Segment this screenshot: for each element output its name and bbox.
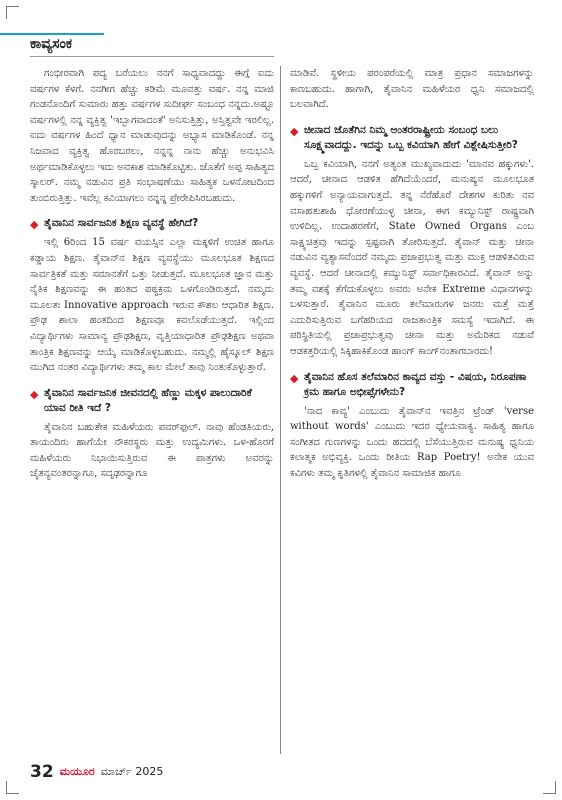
section-accent-rule: [0, 33, 104, 35]
question-3-text: ಚೀನಾದ ಜೊತೆಗಿನ ನಿಮ್ಮ ಅಂತರರಾಷ್ಟ್ರೀಯ ಸಂಬಂಧ ಬಲು ಸೂಕ್ಷ್ಮವಾದದ್ದು. ಇದನ್ನು ಒಬ್ಬ ಕವಿಯಾಗಿ ಹೇಗೆ ವಿಶ್ಲೇಷಿಸುತ್ತೀರಿ?: [304, 123, 518, 151]
diamond-bullet-icon: ◆: [290, 124, 299, 138]
continued-paragraph: ಮಾಡಿವೆ. ಸ್ಥಳೀಯ ಪರಂಪರೆಯಲ್ಲಿ ಮಾತ್ರ ಪ್ರಧಾನ ಸಮಾಜಗಳನ್ನು ಕಾಣಬಹುದು. ಹಾಗಾಗಿ, ತೈವಾನಿನ ಮಹಿಳೆಯರ ಧ್ವನಿ ಸಮಾಜದಲ್ಲಿ ಬಲವಾಗಿದೆ.: [290, 68, 534, 111]
right-column: [290, 66, 534, 483]
page-number: 32: [30, 762, 54, 782]
diamond-bullet-icon: ◆: [30, 218, 39, 232]
diamond-bullet-icon: ◆: [30, 387, 39, 401]
answer-4: 'ನಾದ ಕಾವ್ಯ' ಎಂಬುದು ತೈವಾನ್‌ನ ಇವತ್ತಿನ ಟ್ರೆಂಡ್ 'verse without words' ಎಂಬುದು ಇದರ ಧ್ಯೇಯವಾಕ್ಯ. ಸಾಹಿತ್ಯ ಹಾಗೂ ಸಂಗೀತದ ಗುಣಗಳನ್ನು ಒಂದು ಹದದಲ್ಲಿ ಬೆಸೆಯುತ್ತಿರುವ ಮನುಷ್ಯ ಧ್ವನಿಯ ಕಲಾತ್ಮಕ ಅಭಿವ್ಯಕ್ತಿ. ಒಂದು ರೀತಿಯ Rap Poetry! ಅನೇಕ ಯುವ ಕವಿಗಳು ತಮ್ಮ ಕೃತಿಗಳಲ್ಲಿ ತೈವಾನಿನ ಸಾಮಾಜಿಕ ಹಾಗೂ: [290, 405, 534, 479]
column-divider: [280, 66, 281, 754]
question-2: [30, 386, 274, 416]
diamond-bullet-icon: ◆: [290, 371, 299, 385]
question-3: [290, 123, 534, 153]
question-2-text: ತೈವಾನಿನ ಸಾರ್ವಜನಿಕ ಜೀವನದಲ್ಲಿ ಹೆಣ್ಣು ಮಕ್ಕಳ ಪಾಲುದಾರಿಕೆ ಯಾವ ರೀತಿ ಇದೆ ?: [44, 386, 252, 414]
question-4-text: ತೈವಾನಿನ ಹೊಸ ತಲೆಮಾರಿನ ಕಾವ್ಯದ ವಸ್ತು - ವಿಷಯ, ನಿರೂಪಣಾ ಕ್ರಮ ಹಾಗೂ ಅಭೀಪ್ಸೆಗಳೇನು?: [304, 370, 527, 398]
header-rule: [30, 56, 274, 57]
answer-2: ತೈವಾನಿನ ಬಹುತೇಕ ಮಹಿಳೆಯರು ಪವರ್‌ಫುಲ್. ನಾವು ಹೆಂಡತಿಯರು, ತಾಯಂದಿರು ಹಾಗೆಯೇ ನೌಕರಸ್ಥರು ಮತ್ತು ಉದ್ಯಮಿಗಳು. ಒಳ-ಹೊರಗೆ ಮಹಿಳೆಯರು ನಿಭಾಯಿಸುತ್ತಿರುವ ಈ ಪಾತ್ರಗಳು ಅವರನ್ನು ಚೈತನ್ಯವಂತರನ್ನಾಗೂ, ಸದೃಢರನ್ನಾಗೂ: [30, 421, 274, 480]
question-1: [30, 216, 274, 231]
magazine-logo: ಮಯೂರ: [59, 765, 95, 778]
crop-mark-bottom-left: [6, 781, 19, 794]
answer-1: ಇಲ್ಲಿ 6ರಿಂದ 15 ವರ್ಷ ವಯಸ್ಸಿನ ಎಲ್ಲಾ ಮಕ್ಕಳಿಗೆ ಉಚಿತ ಹಾಗೂ ಕಡ್ಡಾಯ ಶಿಕ್ಷಣ. ತೈವಾನ್‌ನ ಶಿಕ್ಷಣ ವ್ಯವಸ್ಥೆಯು ಮೂಲಭೂತ ಶಿಕ್ಷಣದ ಸಾರ್ವತ್ರಿಕತೆ ಮತ್ತು ಸಮಾನತೆಗೆ ಒತ್ತು ನೀಡುತ್ತದೆ. ಮೂಲಭೂತ ಜ್ಞಾನ ಮತ್ತು ನೈತಿಕ ಶಿಕ್ಷಣವನ್ನು ಈ ಹಂತದ ಪಠ್ಯಕ್ರಮ ಒಳಗೊಂಡಿರುತ್ತದೆ. ನಮ್ಮದು ಮೂಲತಃ Innovative approach ಇರುವ ಕೌಶಲ ಆಧಾರಿತ ಶಿಕ್ಷಣ. ಪ್ರೌಢ ಶಾಲಾ ಹಂತದಿಂದ ಶಿಕ್ಷಣವೂ ಕವಲೊಡೆಯುತ್ತದೆ. ಇಲ್ಲಿಂದ ವಿದ್ಯಾರ್ಥಿಗಳು ಸಾಮಾನ್ಯ ಪ್ರೌಢಶಿಕ್ಷಣ, ವೃತ್ತಿಯಾಧಾರಿತ ಪ್ರೌಢಶಿಕ್ಷಣ ಅಥವಾ ತಾಂತ್ರಿಕ ಶಿಕ್ಷಣವನ್ನು ಆಯ್ಕೆ ಮಾಡಿಕೊಳ್ಳಬಹುದು. ನಮ್ಮಲ್ಲಿ ಹೈಸ್ಕೂಲ್ ಶಿಕ್ಷಣ ಮುಗಿದ ನಂತರ ವಿದ್ಯಾರ್ಥಿಗಳು ತಮ್ಮ ಕಾಲ ಮೇಲೆ ತಾವು ನಿಂತುಕೊಳ್ಳುತ್ತಾರೆ.: [30, 237, 274, 374]
answer-3: ಒಬ್ಬ ಕವಿಯಾಗಿ, ನನಗೆ ಅತ್ಯಂತ ಮುಖ್ಯವಾದುದು 'ಮಾನವ ಹಕ್ಕುಗಳು'. ಆದರೆ, ಚೀನಾದ ಆಡಳಿತ ಹೆಗಿದೆಯೆಂದರೆ, ಮನುಷ್ಯನ ಮೂಲಭೂತ ಹಕ್ಕುಗಳಿಗೆ ಅನ್ಯಾಯವಾಗುತ್ತದೆ. ತನ್ನ ನೆರೆಹೊರೆ ದೇಶಗಳ ಕುರಿತು ನವ ವಸಾಹತುಶಾಹಿ ಧೋರಣೆಯುಳ್ಳ ಚೀನಾ, ಈಗ ಕಮ್ಯುನಿಸ್ಟ್ ರಾಷ್ಟ್ರವಾಗಿ ಉಳಿದಿಲ್ಲ. ಉದಾಹರಣೆಗೆ, State Owned Organs ಎಂಬ ಸಾಕ್ಷ್ಯಚಿತ್ರವು ಇದನ್ನು ಸ್ಪಷ್ಟವಾಗಿ ತೋರಿಸುತ್ತದೆ. ತೈವಾನ್ ಮತ್ತು ಚೀನಾ ನಡುವಿನ ವ್ಯತ್ಯಾಸವೆಂದರೆ ನಮ್ಮದು ಪ್ರಜಾಪ್ರಭುತ್ವ ಮತ್ತು ಮುಕ್ತ ಆಡಳಿತವಿರುವ ವ್ಯವಸ್ಥೆ. ಆದರೆ ಚೀನಾದಲ್ಲಿ ಕಮ್ಯುನಿಸ್ಟ್ ಸರ್ವಾಧಿಕಾರವಿದೆ. ತೈವಾನ್ ಅನ್ನು ತಮ್ಮ ವಶಕ್ಕೆ ತೆಗೆದುಕೊಳ್ಳಲು ಅವರು ಅನೇಕ Extreme ವಿಧಾನಗಳನ್ನು ಬಳಸುತ್ತಾರೆ. ತೈವಾನಿನ ಮೂರು ತಲೆಮಾರುಗಳ ಜನರು ಮತ್ತೆ ಮತ್ತೆ ಎದುರಿಸುತ್ತಿರುವ ಬಗೆಹರಿಯದ ರಾಜತಾಂತ್ರಿಕ ಸಮಸ್ಯೆ ಇದಾಗಿದೆ. ಈ ಪರಿಸ್ಥಿತಿಯಲ್ಲಿ ಪ್ರಜಾಪ್ರಭುತ್ವವು ಚೀನಾ ಮತ್ತು ಅಮೆರಿಕದ ನಡುವೆ ಆಡಕತ್ತರಿಯಲ್ಲಿ ಸಿಕ್ಕಿಹಾಕಿಕೊಂಡ ಹಾಂಗ್ ಕಾಂಗ್‌ನಂತಾಗಬಾರದು!: [290, 158, 534, 357]
left-column: [30, 66, 274, 484]
crop-mark-bottom-right: [543, 781, 556, 794]
section-title: ಕಾವ್ಯಸಂಕ: [30, 36, 73, 52]
question-1-text: ತೈವಾನಿನ ಸಾರ್ವಜನಿಕ ಶಿಕ್ಷಣ ವ್ಯವಸ್ಥೆ ಹೇಗಿದೆ?: [44, 217, 199, 230]
page-footer: [30, 762, 163, 782]
issue-date: ಮಾರ್ಚ್ 2025: [100, 765, 164, 778]
intro-paragraph: ಗಂಭೀರವಾಗಿ ಪದ್ಯ ಬರೆಯಲು ನನಗೆ ಸಾಧ್ಯವಾದದ್ದು ಈಗ್ಗೆ ಐದು ವರ್ಷಗಳ ಕೆಳಗೆ. ನನಗೀಗ ಹೆಚ್ಚು ಕಡಿಮೆ ಮೂವತ್ತು ವರ್ಷ. ನನ್ನ ಮಾಜಿ ಗಂಡನೊಂದಿಗೆ ಸುಮಾರು ಹತ್ತು ವರ್ಷಗಳ ಸುದೀರ್ಘ ಸಂಬಂಧ ನನ್ನದು.ಅಷ್ಟೂ ವರ್ಷಗಳಲ್ಲಿ ನನ್ನ ವ್ಯಕ್ತಿತ್ವ 'ಇಬ್ಬಾಗವಾದಂತೆ' ಅನಿಸುತ್ತಿತ್ತು, ಅಸ್ತಿತ್ವವೇ ಇರಲಿಲ್ಲ. ಐದು ವರ್ಷಗಳ ಹಿಂದೆ ಧ್ಯಾನ ಮಾಡುವುದನ್ನು ಅಭ್ಯಾಸ ಮಾಡಿಕೊಂಡೆ. ನನ್ನ ನಿಜವಾದ ವ್ಯಕ್ತಿತ್ವ ಹೊರಬರಲು, ನನ್ನನ್ನ ನಾನು ಹೆಚ್ಚು ಅನುಭವಿಸಿ ಅರ್ಥಮಾಡಿಕೊಳ್ಳಲು ಇದು ಅವಕಾಶ ಮಾಡಿಕೊಟ್ಟಿತು. ಜೊತೆಗೆ ಅಪ್ಪ ಸಾಹಿತ್ಯದ ಸ್ಕಾಲರ್. ನಮ್ಮ ನಡುವಿನ ಪ್ರತಿ ಸಂಭಾಷಣೆಯು ಸಾಹಿತ್ಯಕ ಒಳನೋಟದಿಂದ ತುಂಬಿರುತ್ತಿತ್ತು. ಇವೆಲ್ಲ ಕವಿಯಾಗಲು ನನ್ನನ್ನ ಪ್ರೇರೇಪಿಸಿರಬಹುದು.: [30, 68, 274, 204]
crop-mark-top-left: [6, 6, 19, 19]
question-4: [290, 370, 534, 400]
